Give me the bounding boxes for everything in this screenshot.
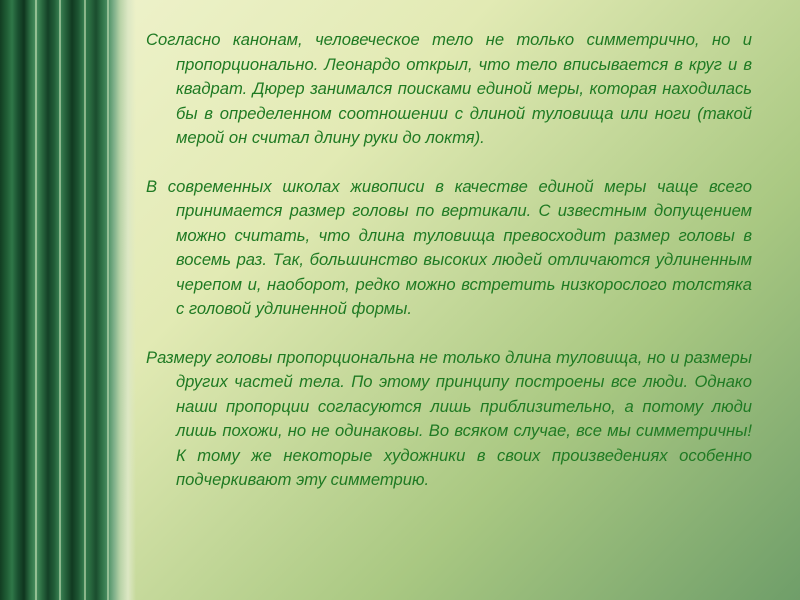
curtain-highlight <box>59 0 61 600</box>
decorative-curtain <box>0 0 136 600</box>
paragraph-canons: Согласно канонам, человеческое тело не только симметрично, но и пропорционально. Леонардо открыл, что тело вписывается в круг и в квадрат. Дюрер занимался поисками единой меры, которая находилась бы в определенном соотношении с длиной туловища или ноги (такой мерой он считал длину руки до локтя). <box>146 30 752 147</box>
slide-text-body <box>146 28 752 517</box>
paragraph-symmetry: Размеру головы пропорциональна не только длина туловища, но и размеры других частей тела. По этому принципу построены все люди. Однако наши пропорции согласуются лишь приблизительно, а потому люди лишь похожи, но не одинаковы. Во всяком случае, все мы симметричны! К тому же некоторые художники в своих произведениях особенно подчеркивают эту симметрию. <box>146 347 752 489</box>
paragraph-head-measure: В современных школах живописи в качестве единой меры чаще всего принимается размер головы по вертикали. С известным допущением можно считать, что длина туловища превосходит размер головы в восемь раз. Так, большинство высоких людей отличаются удлиненным черепом и, наоборот, редко можно встретить низкорослого толстяка с головой удлиненной формы. <box>146 176 752 318</box>
curtain-highlight <box>84 0 86 600</box>
curtain-highlight <box>107 0 109 600</box>
curtain-highlight <box>35 0 37 600</box>
